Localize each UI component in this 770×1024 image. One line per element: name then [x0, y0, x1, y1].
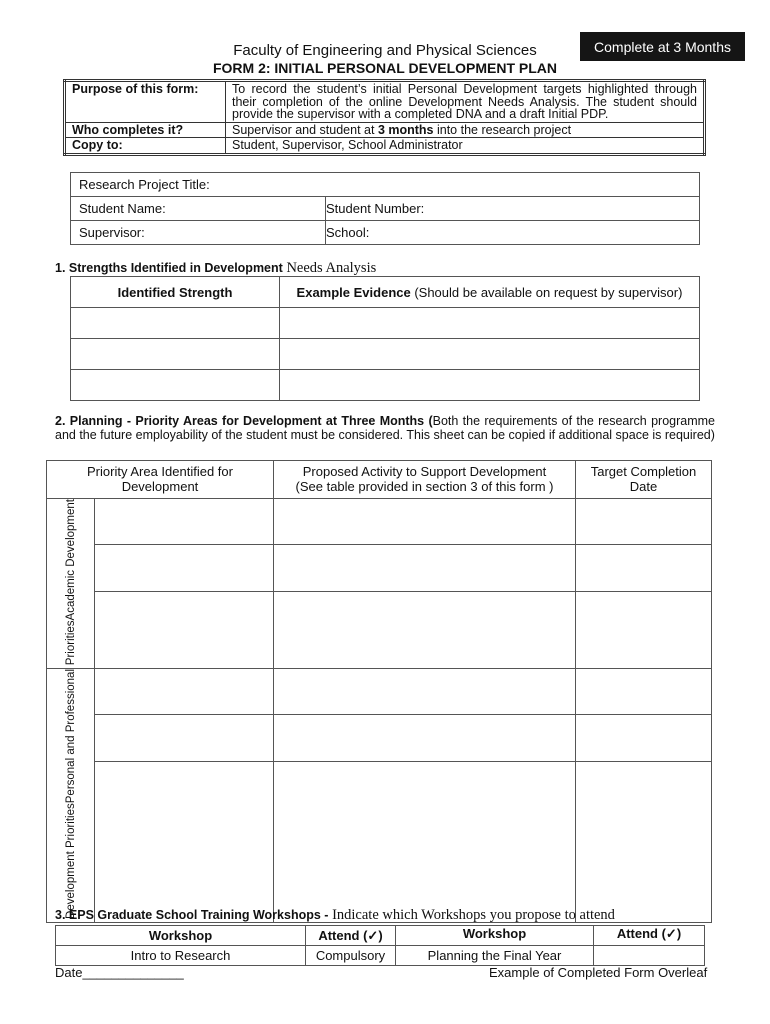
who-text-bold: 3 months [377, 122, 434, 137]
workshop-name: Intro to Research [56, 946, 306, 966]
academic-development-side-label: PrioritiesAcademic Development [64, 499, 77, 666]
purpose-text: To record the student’s initial Personal Development targets highlighted through their completion of the online Development Needs Analysis. The student should provide the supervisor with a completed DNA and a draft Initial PDP. [226, 81, 705, 123]
section2-heading-rest: Both the requirements of the research programme and the future employability of the student must be considered. This sheet can be copied if additional space is required) [55, 414, 715, 442]
who-completes-text [226, 122, 705, 138]
priority-area-header-line2: Development [121, 479, 199, 494]
student-number-field[interactable]: Student Number: [326, 197, 700, 221]
strength-row [71, 339, 700, 370]
evidence-cell[interactable] [280, 370, 700, 401]
workshops-table [55, 925, 705, 966]
overleaf-note: Example of Completed Form Overleaf [489, 965, 708, 980]
example-evidence-header [280, 277, 700, 308]
professional-row [47, 762, 712, 923]
strength-cell[interactable] [71, 339, 280, 370]
activity-cell[interactable] [274, 592, 576, 669]
section3-heading-bold: 3. EPS Graduate School Training Workshops - [55, 908, 329, 922]
purpose-label: Purpose of this form: [65, 81, 226, 123]
proposed-activity-header-line2: (See table provided in section 3 of this form ) [295, 479, 554, 494]
strength-cell[interactable] [71, 308, 280, 339]
proposed-activity-header [274, 461, 576, 499]
who-text-pre: Supervisor and student at [232, 122, 378, 137]
academic-row [47, 545, 712, 592]
copy-to-text: Student, Supervisor, School Administrator [226, 138, 705, 155]
date-cell[interactable] [576, 499, 712, 545]
professional-row [47, 715, 712, 762]
faculty-heading: Faculty of Engineering and Physical Sciences [233, 42, 537, 59]
date-cell[interactable] [576, 669, 712, 715]
copy-to-row [65, 138, 705, 155]
example-evidence-header-bold: Example Evidence [296, 284, 411, 300]
supervisor-field[interactable]: Supervisor: [71, 221, 326, 245]
identified-strength-header-text: Identified Strength [117, 284, 233, 300]
section3-heading [55, 907, 615, 924]
activity-cell[interactable] [274, 762, 576, 923]
workshop-row [56, 946, 705, 966]
strengths-header-row [71, 277, 700, 308]
date-cell[interactable] [576, 545, 712, 592]
student-row [71, 197, 700, 221]
workshop-header: Workshop [56, 926, 306, 946]
academic-row [47, 592, 712, 669]
purpose-table [63, 79, 706, 156]
priority-area-header-line1: Priority Area Identified for [87, 464, 233, 479]
priority-cell[interactable] [95, 499, 274, 545]
priority-cell[interactable] [95, 762, 274, 923]
priority-cell[interactable] [95, 715, 274, 762]
section1-heading-bold: 1. Strengths Identified in Development [55, 261, 283, 275]
project-title-field[interactable]: Research Project Title: [71, 173, 700, 197]
project-details-table [70, 172, 700, 245]
strength-cell[interactable] [71, 370, 280, 401]
school-field[interactable]: School: [326, 221, 700, 245]
target-date-header [576, 461, 712, 499]
activity-cell[interactable] [274, 545, 576, 592]
academic-row [47, 499, 712, 545]
workshops-header-row [56, 926, 705, 946]
target-date-header-line1: Target Completion [590, 464, 697, 479]
section2-heading-bold: 2. Planning - Priority Areas for Development at Three Months ( [55, 414, 433, 428]
priority-cell[interactable] [95, 545, 274, 592]
date-cell[interactable] [576, 715, 712, 762]
strengths-table [70, 276, 700, 401]
complete-at-3-months-badge: Complete at 3 Months [580, 32, 745, 61]
professional-side-cell [47, 669, 95, 923]
academic-side-cell [47, 499, 95, 669]
form-title: FORM 2: INITIAL PERSONAL DEVELOPMENT PLAN [212, 60, 558, 76]
attend-header-2: Attend (✓) [594, 926, 705, 946]
project-title-row [71, 173, 700, 197]
workshop-attend-2[interactable] [594, 946, 705, 966]
workshop-attend[interactable]: Compulsory [306, 946, 396, 966]
copy-to-label: Copy to: [65, 138, 226, 155]
workshop-header-2: Workshop [396, 926, 594, 946]
section1-heading-rest: Needs Analysis [282, 260, 377, 276]
evidence-cell[interactable] [280, 339, 700, 370]
section3-heading-rest: Indicate which Workshops you propose to attend [328, 907, 615, 923]
section1-heading [55, 260, 376, 277]
target-date-header-line2: Date [629, 479, 658, 494]
professional-development-side-label: Development PrioritiesPersonal and Professional [64, 669, 77, 920]
date-field[interactable]: Date______________ [55, 965, 184, 980]
priority-cell[interactable] [95, 669, 274, 715]
supervisor-row [71, 221, 700, 245]
identified-strength-header [71, 277, 280, 308]
strength-row [71, 370, 700, 401]
proposed-activity-header-line1: Proposed Activity to Support Development [302, 464, 547, 479]
example-evidence-header-rest: (Should be available on request by supervisor) [410, 284, 683, 300]
student-name-field[interactable]: Student Name: [71, 197, 326, 221]
section2-heading [55, 414, 715, 442]
who-completes-row [65, 122, 705, 138]
who-text-post: into the research project [433, 122, 572, 137]
who-completes-label: Who completes it? [65, 122, 226, 138]
planning-header-row [47, 461, 712, 499]
activity-cell[interactable] [274, 715, 576, 762]
professional-row [47, 669, 712, 715]
priority-area-header [47, 461, 274, 499]
date-cell[interactable] [576, 592, 712, 669]
evidence-cell[interactable] [280, 308, 700, 339]
activity-cell[interactable] [274, 499, 576, 545]
workshop-name-2: Planning the Final Year [396, 946, 594, 966]
date-cell[interactable] [576, 762, 712, 923]
planning-table [46, 460, 712, 923]
priority-cell[interactable] [95, 592, 274, 669]
purpose-row [65, 81, 705, 123]
attend-header: Attend (✓) [306, 926, 396, 946]
activity-cell[interactable] [274, 669, 576, 715]
strength-row [71, 308, 700, 339]
